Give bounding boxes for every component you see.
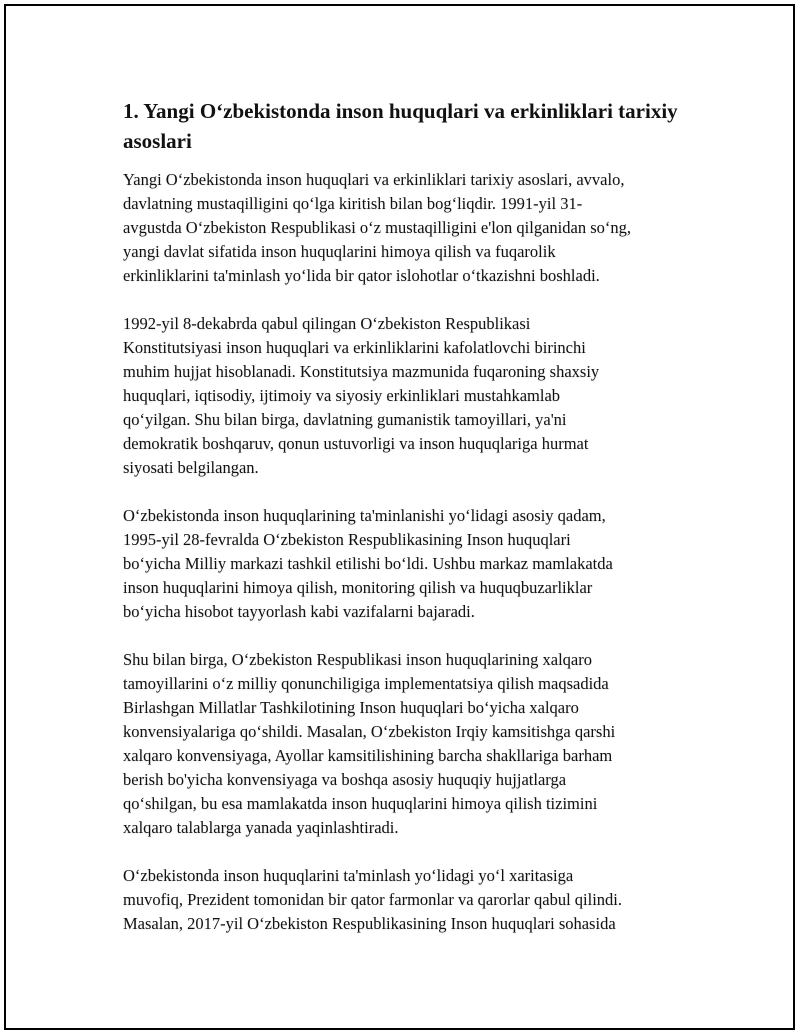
- page-frame: [4, 4, 795, 1030]
- paragraph-4: Shu bilan birga, O‘zbekiston Respublikasi inson huquqlarining xalqaro tamoyillarini o‘z milliy qonunchiligiga implementatsiya qilish maqsadida Birlashgan Millatlar Tashkilotining Inson huquqlari bo‘yicha xalqaro konvensiyalariga qo‘shildi. Masalan, O‘zbekiston Irqiy kamsitishga qarshi xalqaro konvensiyaga, Ayollar kamsitilishining barcha shakllariga barham berish bo'yicha konvensiyaga va boshqa asosiy huquqiy hujjatlarga qo‘shilgan, bu esa mamlakatda inson huquqlarini himoya qilish tizimini xalqaro talablarga yanada yaqinlashtiradi.: [123, 650, 616, 837]
- paragraph-5: O‘zbekistonda inson huquqlarini ta'minlash yo‘lidagi yo‘l xaritasiga muvofiq, Prezident tomonidan bir qator farmonlar va qarorlar qabul qilindi. Masalan, 2017-yil O‘zbekiston Respublikasining Inson huquqlari sohasida: [123, 866, 622, 933]
- paragraph-1: Yangi O‘zbekistonda inson huquqlari va erkinliklari tarixiy asoslari, avvalo, davlatning mustaqilligini qo‘lga kiritish bilan bog‘liqdir. 1991-yil 31- avgustda O‘zbekiston Respublikasi o‘z mustaqilligini e'lon qilganidan so‘ng, yangi davlat sifatida inson huquqlarini himoya qilish va fuqarolik erkinliklarini ta'minlash yo‘lida bir qator islohotlar o‘tkazishni boshladi.: [123, 170, 631, 285]
- paragraph-2: 1992-yil 8-dekabrda qabul qilingan O‘zbekiston Respublikasi Konstitutsiyasi inson huquqlari va erkinliklarini kafolatlovchi birinchi muhim hujjat hisoblanadi. Konstitutsiya mazmunida fuqaroning shaxsiy huquqlari, iqtisodiy, ijtimoiy va siyosiy erkinliklari mustahkamlab qo‘yilgan. Shu bilan birga, davlatning gumanistik tamoyillari, ya'ni demokratik boshqaruv, qonun ustuvorligi va inson huquqlariga hurmat siyosati belgilangan.: [123, 314, 600, 477]
- section-heading: 1. Yangi O‘zbekistonda inson huquqlari va erkinliklari tarixiy asoslari: [123, 99, 678, 153]
- document-body: [119, 96, 699, 936]
- paragraph-3: O‘zbekistonda inson huquqlarining ta'minlanishi yo‘lidagi asosiy qadam, 1995-yil 28-fevralda O‘zbekiston Respublikasining Inson huquqlari bo‘yicha Milliy markazi tashkil etilishi bo‘ldi. Ushbu markaz mamlakatda inson huquqlarini himoya qilish, monitoring qilish va huquqbuzarliklar bo‘yicha hisobot tayyorlash kabi vazifalarni bajaradi.: [123, 506, 613, 621]
